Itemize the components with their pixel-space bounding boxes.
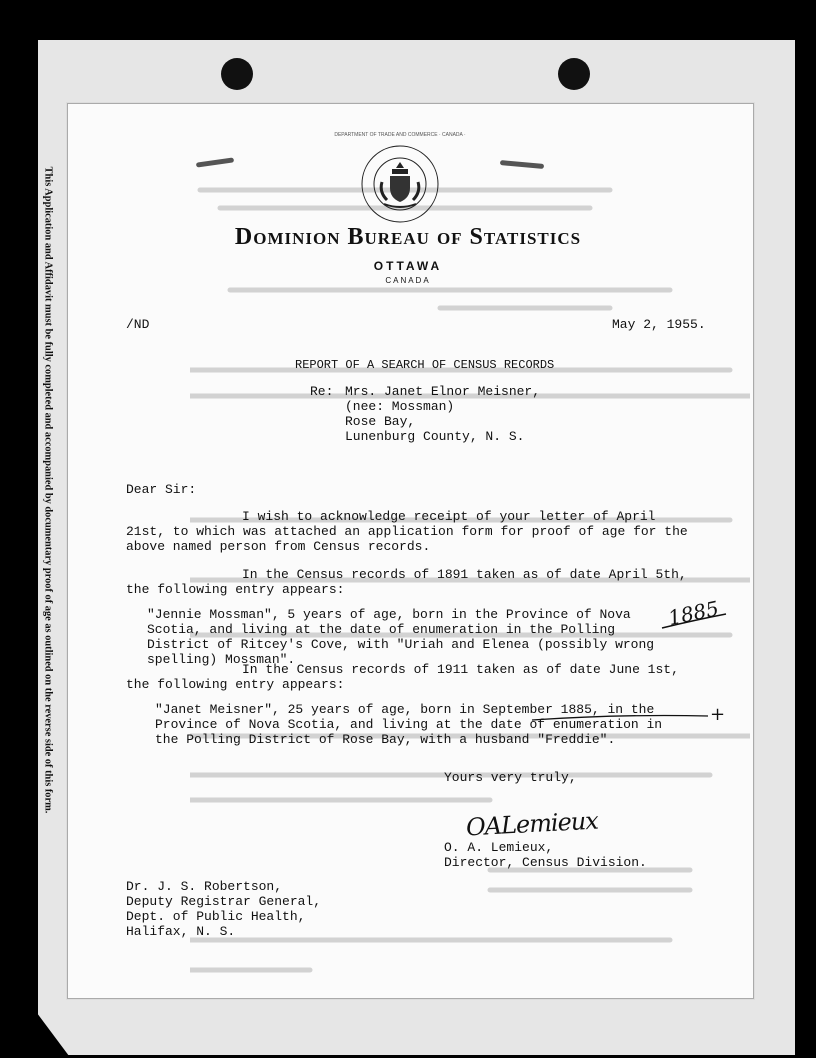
- recipient-block: [126, 879, 321, 939]
- re-line: (nee: Mossman): [345, 399, 455, 414]
- paragraph-census-1891: In the Census records of 1891 taken as of date April 5th, the following entry appears:: [126, 567, 687, 597]
- coat-of-arms-crest: [358, 142, 442, 226]
- handwritten-arrow-line: [530, 708, 710, 724]
- handwritten-underline: [660, 612, 730, 632]
- quote-census-1911: "Janet Meisner", 25 years of age, born in September 1885, in the Province of Nova Scotia, and living at the date of enumeration in the Polling District of Rose Bay, with a husband "Freddie".: [155, 702, 663, 747]
- re-label: Re:: [310, 384, 334, 399]
- re-line: Rose Bay,: [345, 414, 416, 429]
- re-block: [345, 384, 540, 444]
- report-subject: REPORT OF A SEARCH OF CENSUS RECORDS: [295, 358, 555, 372]
- re-line: Lunenburg County, N. S.: [345, 429, 525, 444]
- salutation: Dear Sir:: [126, 482, 197, 497]
- paragraph-acknowledgement: I wish to acknowledge receipt of your letter of April 21st, to which was attached an application form for proof of age for the above named person from Census records.: [126, 509, 688, 554]
- side-instruction-text: This Application and Affidavit must be fully completed and accompanied by documentary proof of age as outlined on the reverse side of this form.: [42, 166, 54, 814]
- signature: OALemieux: [465, 806, 599, 842]
- signer-name: O. A. Lemieux,: [444, 840, 554, 855]
- recipient-line: Halifax, N. S.: [126, 924, 236, 939]
- handwritten-year-note: 1885: [666, 595, 721, 631]
- punch-hole-left: [221, 58, 253, 90]
- reference-code: /ND: [126, 317, 150, 332]
- paragraph-census-1911: In the Census records of 1911 taken as of date June 1st, the following entry appears:: [126, 662, 679, 692]
- re-line: Mrs. Janet Elnor Meisner,: [345, 384, 541, 399]
- punch-hole-right: [558, 58, 590, 90]
- letterhead-country: CANADA: [385, 276, 431, 285]
- letterhead-title: Dominion Bureau of Statistics: [234, 224, 582, 250]
- recipient-line: Deputy Registrar General,: [126, 894, 322, 909]
- quote-census-1891: "Jennie Mossman", 5 years of age, born in the Province of Nova Scotia, and living at the date of enumeration in the Polling District of Ritcey's Cove, with "Uriah and Elenea (possibly wrong spelling) Mossman".: [147, 607, 655, 667]
- signer-title: Director, Census Division.: [444, 855, 647, 870]
- closing: Yours very truly,: [444, 770, 577, 785]
- recipient-line: Dr. J. S. Robertson,: [126, 879, 283, 894]
- recipient-line: Dept. of Public Health,: [126, 909, 306, 924]
- letterhead-city: OTTAWA: [373, 259, 443, 273]
- letter-date: May 2, 1955.: [612, 317, 706, 332]
- handwritten-cross-mark: +: [710, 704, 726, 725]
- crest-ring-text: DEPARTMENT OF TRADE AND COMMERCE · CANADA ·: [334, 132, 466, 138]
